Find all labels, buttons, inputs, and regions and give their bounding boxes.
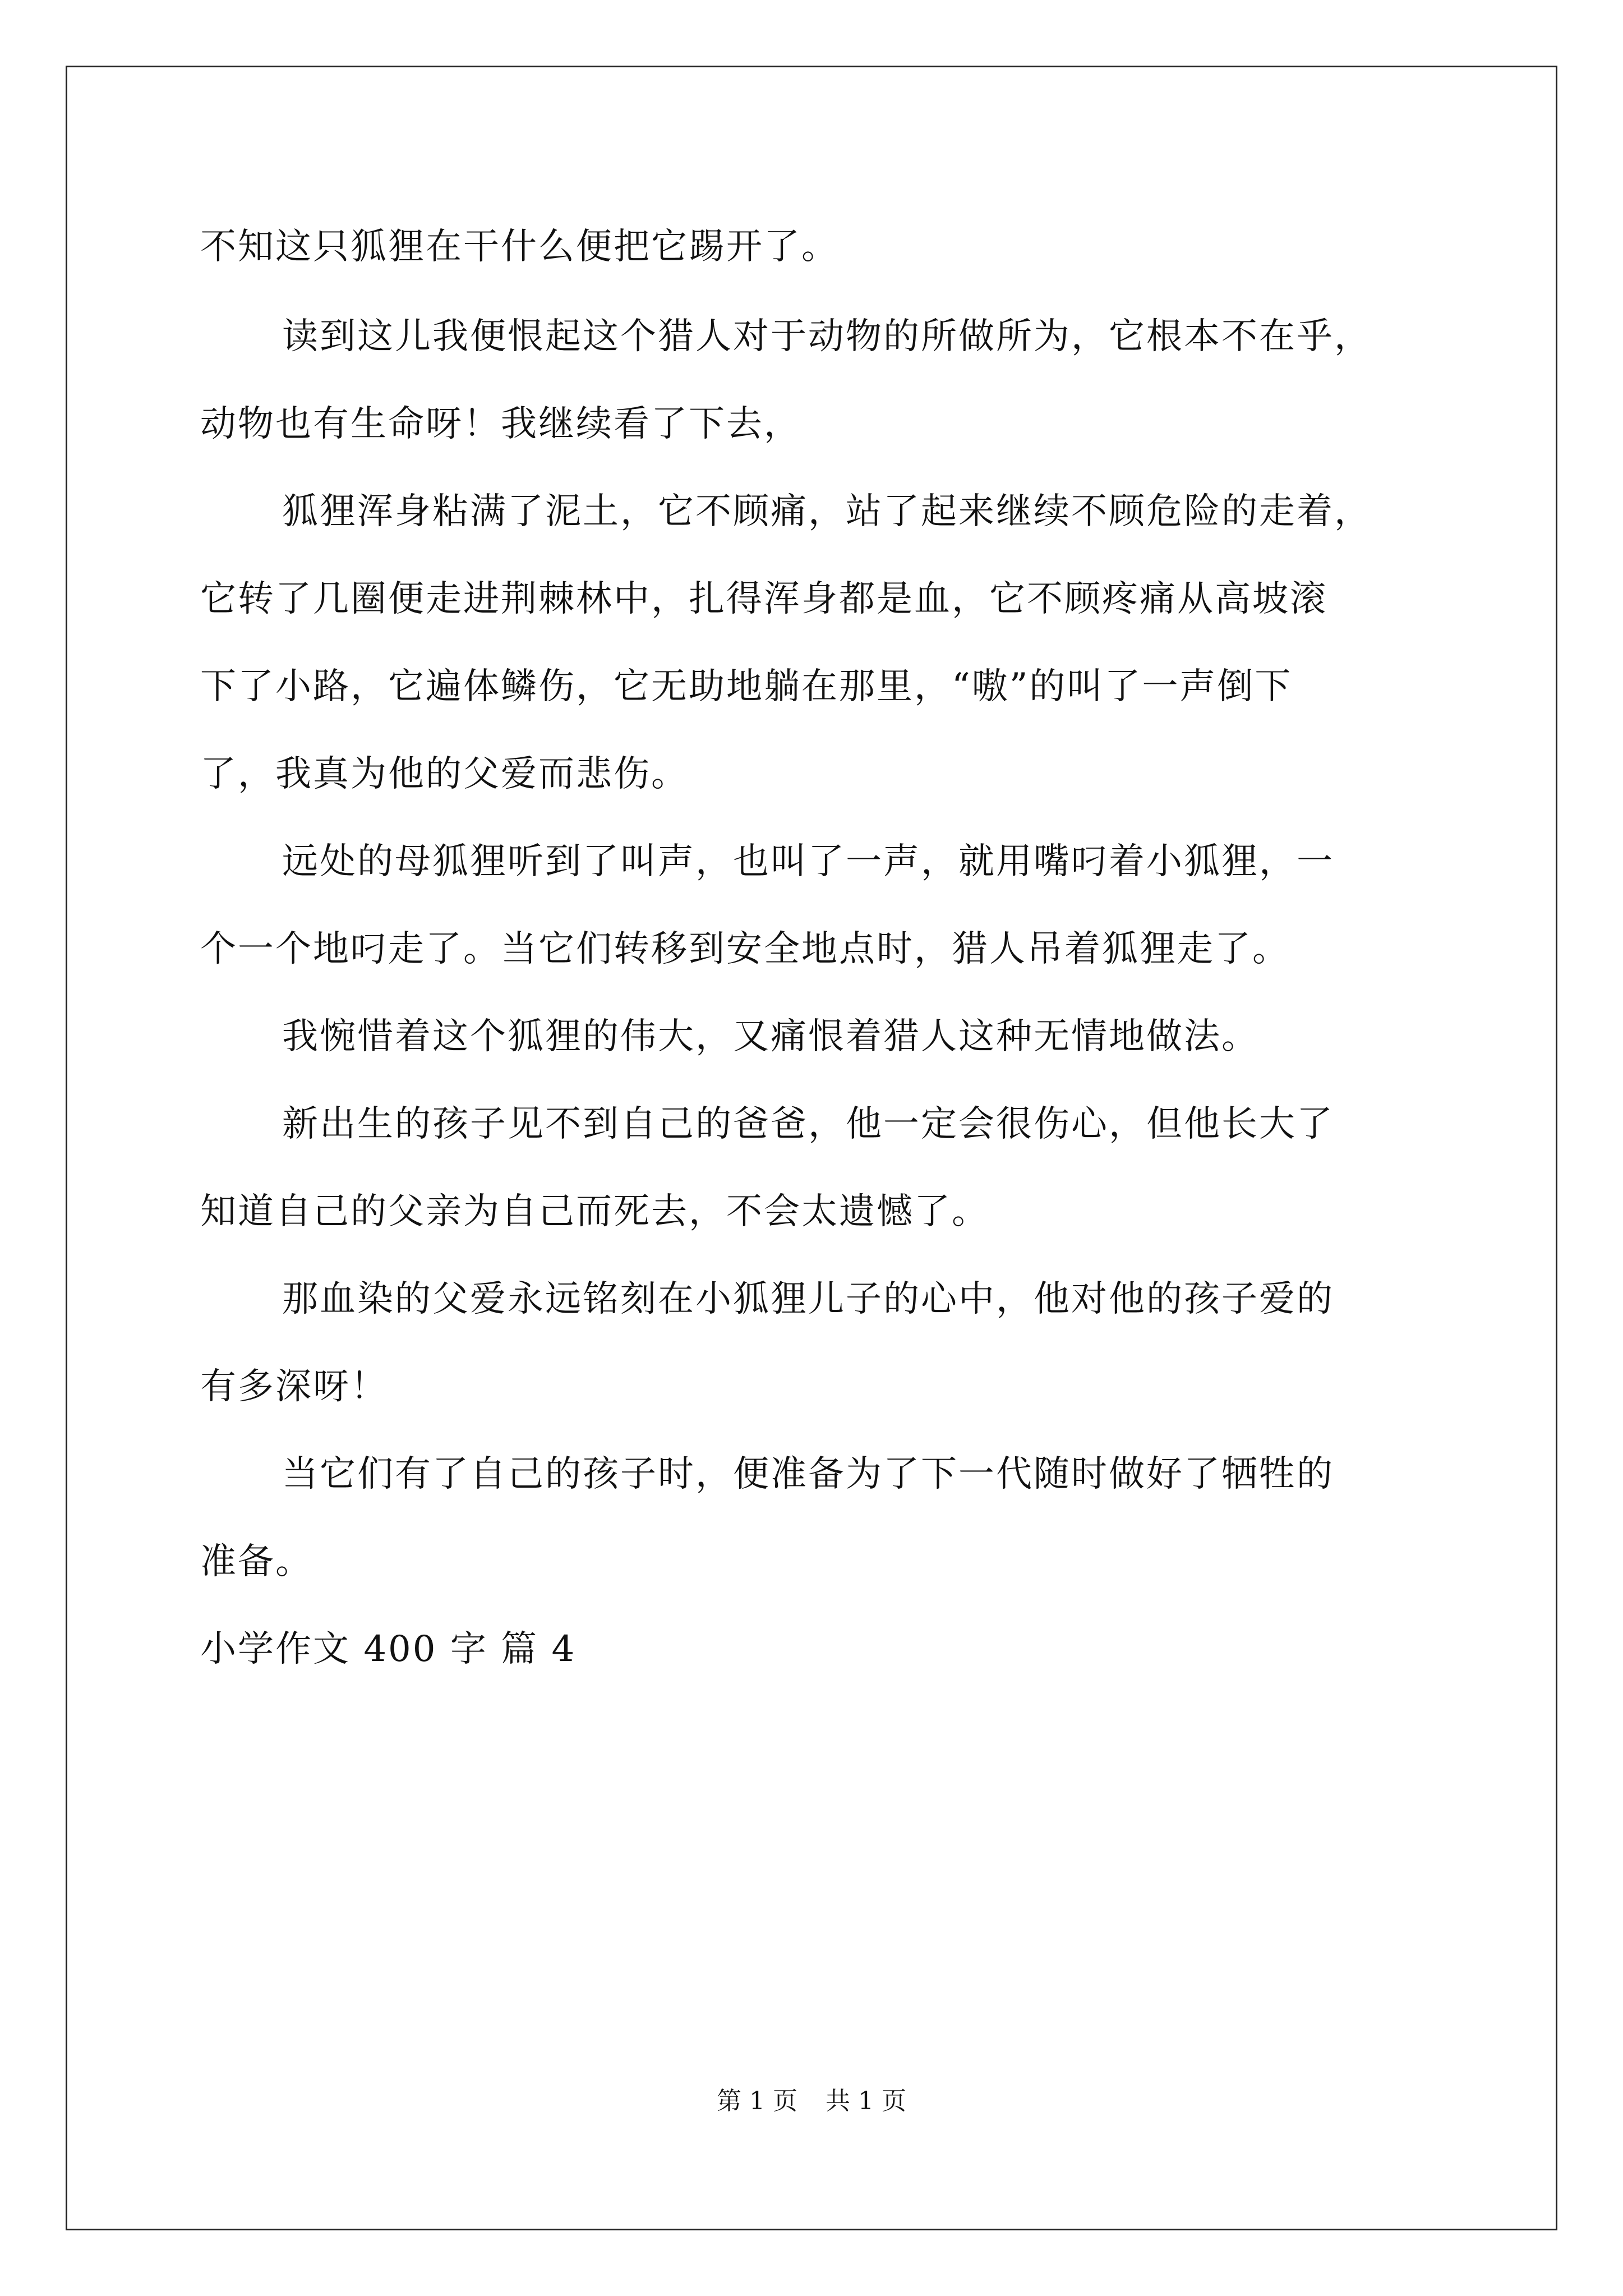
page-footer	[0, 2085, 1623, 2118]
paragraph-line-2: 读到这儿我便恨起这个猎人对于动物的所做所为，它根本不在乎，	[282, 316, 1372, 357]
page-total: 共 1 页	[826, 2087, 906, 2115]
paragraph-line-14: 有多深呀！	[200, 1366, 388, 1407]
paragraph-line-9: 个一个地叼走了。当它们转移到安全地点时，猎人吊着狐狸走了。	[200, 928, 1290, 970]
paragraph-line-8: 远处的母狐狸听到了叫声，也叫了一声，就用嘴叼着小狐狸，一	[282, 841, 1334, 882]
paragraph-line-7: 了，我真为他的父爱而悲伤。	[200, 753, 689, 795]
paragraph-line-6: 下了小路，它遍体鳞伤，它无助地躺在那里，“嗷”的叫了一声倒下	[200, 666, 1293, 707]
paragraph-line-5: 它转了几圈便走进荆棘林中，扎得浑身都是血，它不顾疼痛从高坡滚	[200, 578, 1327, 620]
paragraph-line-3: 动物也有生命呀！我继续看了下去，	[200, 403, 801, 445]
page-number: 第 1 页	[717, 2087, 797, 2115]
paragraph-line-16: 准备。	[200, 1541, 313, 1582]
page-border	[66, 66, 1557, 2230]
paragraph-line-13: 那血染的父爱永远铭刻在小狐狸儿子的心中，他对他的孩子爱的	[282, 1278, 1334, 1320]
paragraph-line-12: 知道自己的父亲为自己而死去，不会太遗憾了。	[200, 1191, 989, 1232]
paragraph-line-15: 当它们有了自己的孩子时，便准备为了下一代随时做好了牺牲的	[282, 1453, 1334, 1495]
section-heading: 小学作文 400 字 篇 4	[200, 1628, 577, 1670]
paragraph-line-4: 狐狸浑身粘满了泥土，它不顾痛，站了起来继续不顾危险的走着，	[282, 491, 1372, 532]
paragraph-line-10: 我惋惜着这个狐狸的伟大，又痛恨着猎人这种无情地做法。	[282, 1016, 1259, 1057]
paragraph-line-1: 不知这只狐狸在干什么便把它踢开了。	[200, 226, 839, 268]
paragraph-line-11: 新出生的孩子见不到自己的爸爸，他一定会很伤心，但他长大了	[282, 1103, 1334, 1145]
